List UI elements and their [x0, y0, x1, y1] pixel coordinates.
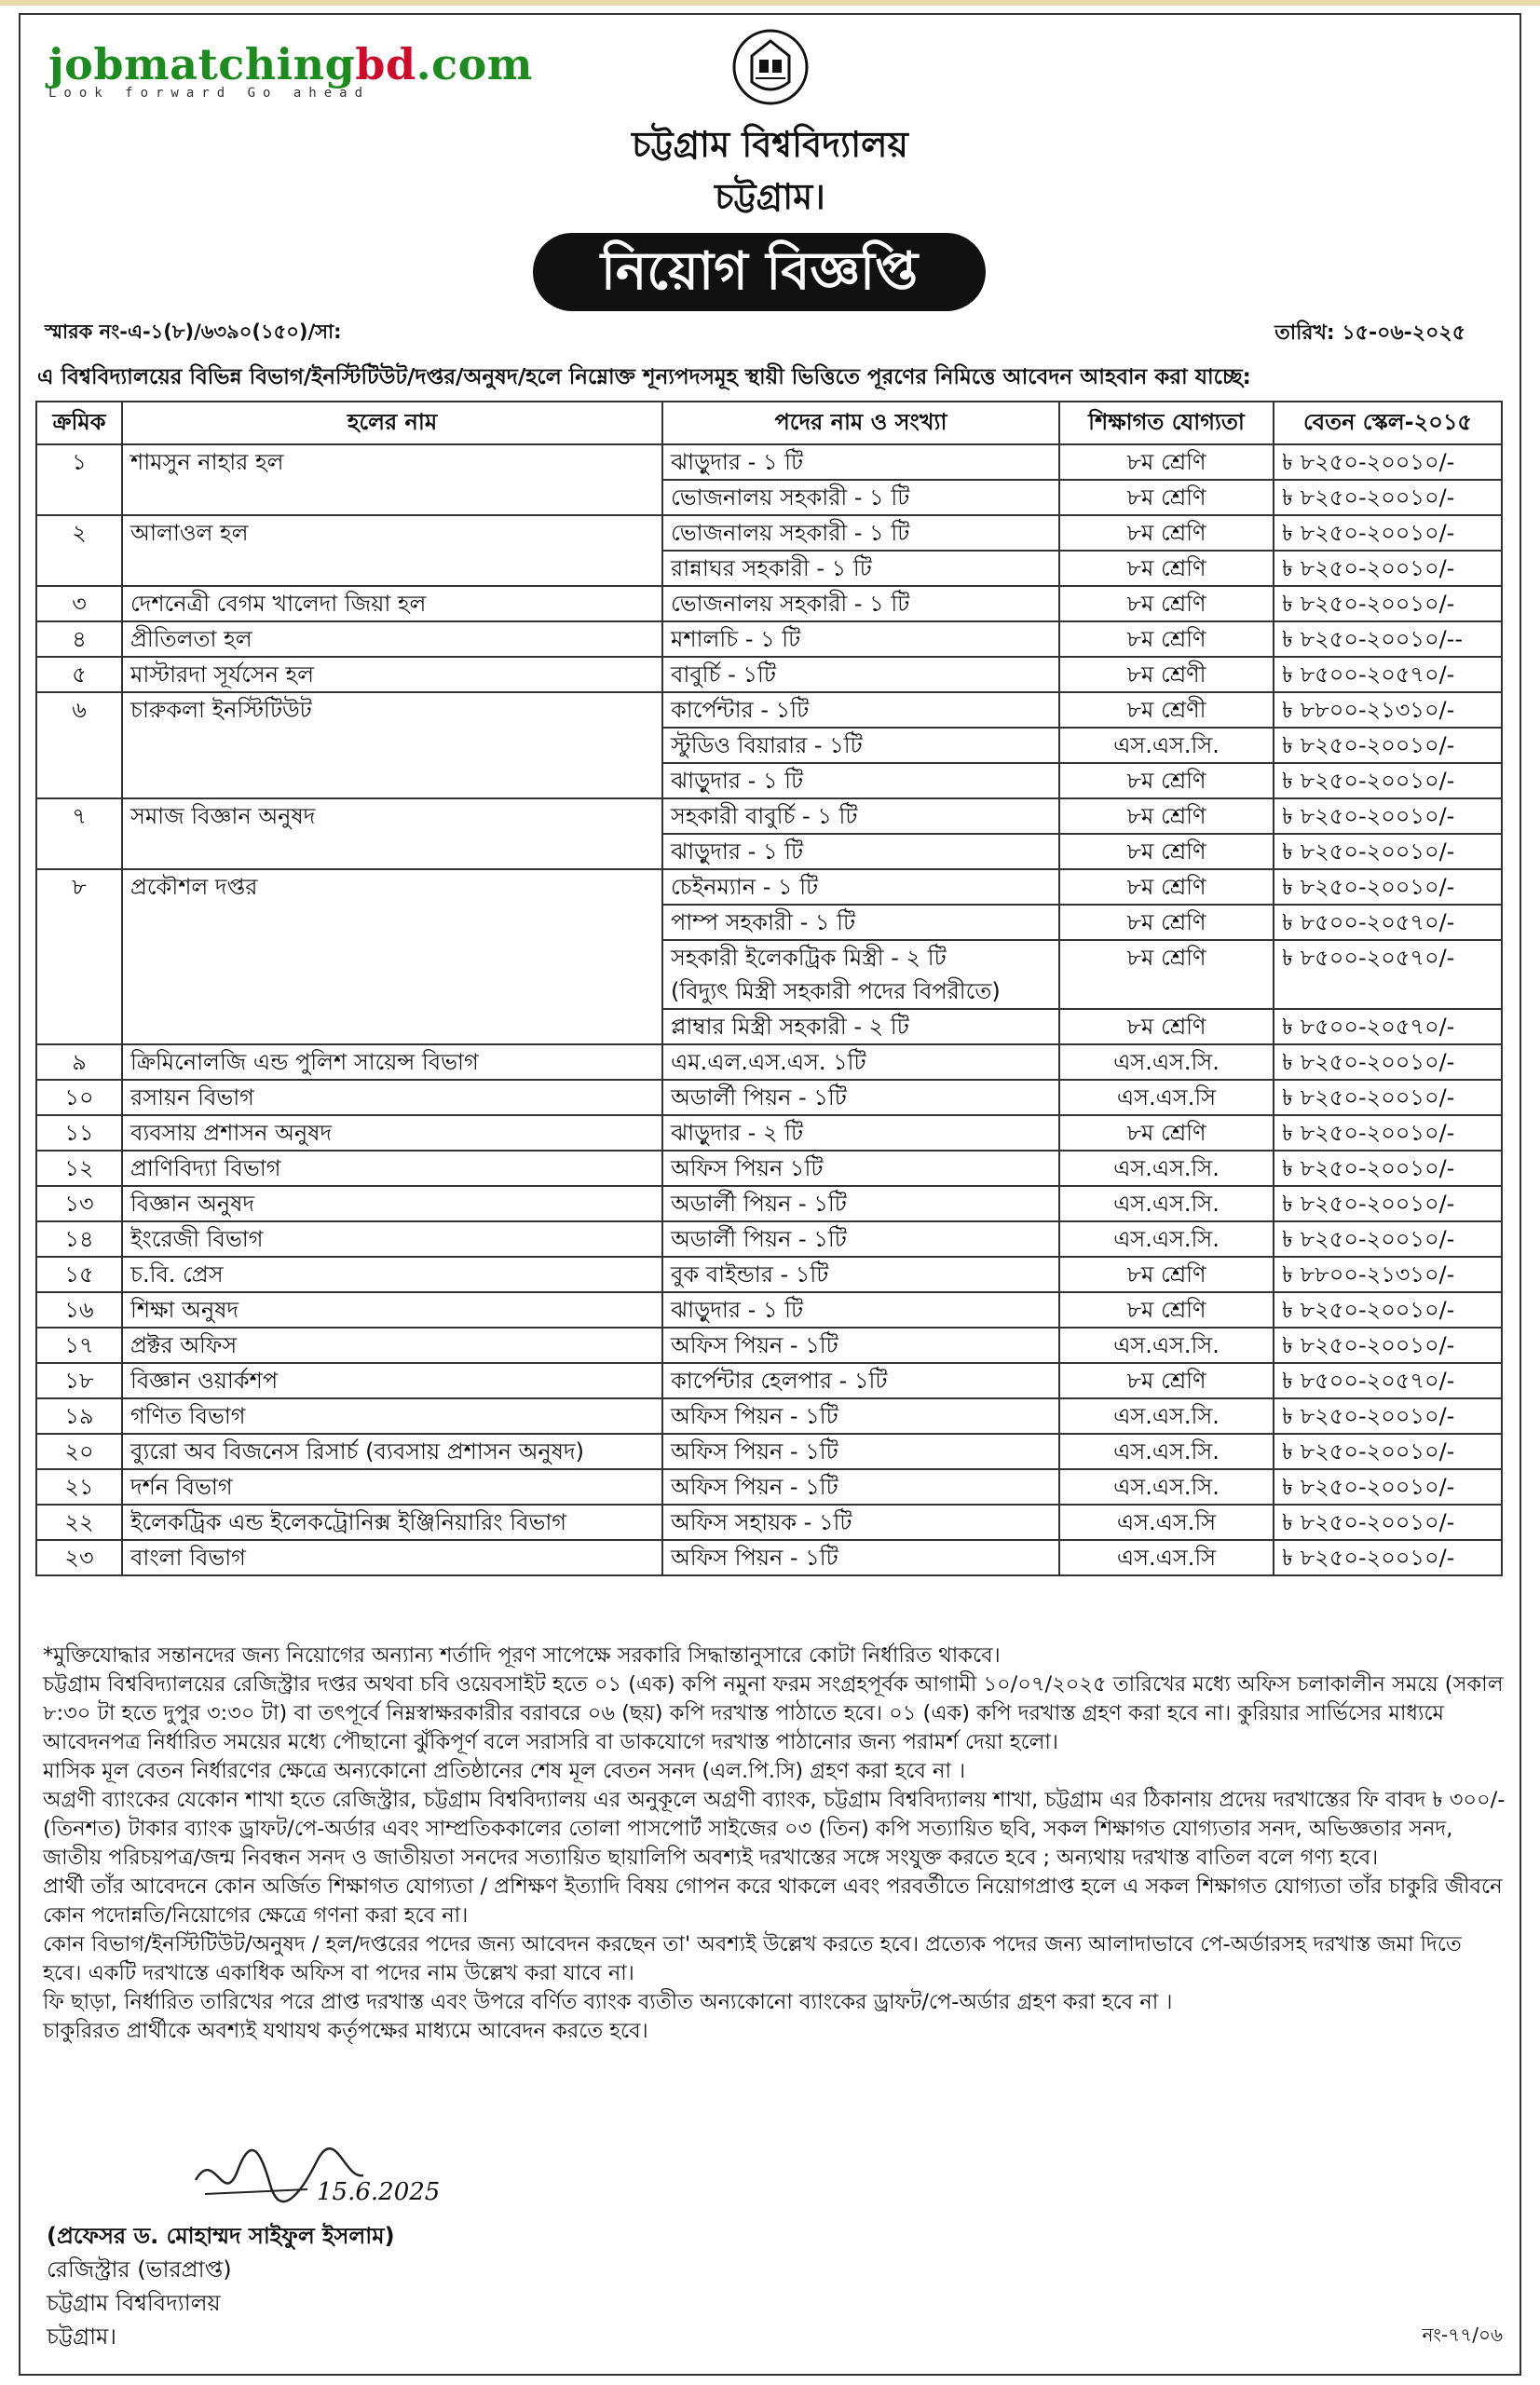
row-post	[662, 1009, 1059, 1044]
row-pay-scale: ৳ ৮২৫০-২০০১০/-	[1274, 1221, 1502, 1257]
row-qualification: ৮ম শ্রেণি	[1059, 1009, 1274, 1044]
terms-section	[43, 1642, 1506, 2046]
row-post	[662, 1505, 1059, 1540]
row-unit-name: ব্যুরো অব বিজনেস রিসার্চ (ব্যবসায় প্রশাসন অনুষদ)	[122, 1434, 662, 1469]
row-post	[662, 1398, 1059, 1434]
row-qualification: ৮ম শ্রেণী	[1059, 692, 1274, 728]
post-note: (বিদ্যুৎ মিস্ত্রী সহকারী পদের বিপরীতে)	[671, 978, 1001, 1004]
post-title: পাম্প সহকারী - ১ টি	[671, 909, 856, 935]
row-serial: ২	[36, 515, 122, 586]
row-post	[662, 621, 1059, 657]
row-unit-name: রসায়ন বিভাগ	[122, 1080, 662, 1115]
row-unit-name: ইংরেজী বিভাগ	[122, 1221, 662, 1257]
row-serial: ১৩	[36, 1186, 122, 1221]
post-title: অডার্লী পিয়ন - ১টি	[671, 1084, 847, 1111]
row-qualification: এস.এস.সি.	[1059, 1328, 1274, 1363]
row-qualification: ৮ম শ্রেণি	[1059, 763, 1274, 798]
row-post	[662, 1540, 1059, 1575]
row-serial: ১১	[36, 1115, 122, 1151]
table-row	[36, 586, 1502, 621]
university-seal-icon	[731, 28, 810, 106]
row-post	[662, 1186, 1059, 1221]
table-row	[36, 1469, 1502, 1505]
row-post	[662, 444, 1059, 480]
vacancy-table-body	[36, 444, 1502, 1575]
row-post	[662, 940, 1059, 1009]
term-paragraph: ফি ছাড়া, নির্ধারিত তারিখের পরে প্রাপ্ত দরখাস্ত এবং উপরে বর্ণিত ব্যাংক ব্যতীত অন্যকোনো ব্যাংকের ড্রাফট/পে-অর্ডার গ্রহণ করা হবে না ।	[43, 1990, 1173, 2014]
term-paragraph: কোন বিভাগ/ইনস্টিটিউট/অনুষদ / হল/দপ্তরের পদের জন্য আবেদন করছেন তা' অবশ্যই উল্লেখ করতে হবে। প্রত্যেক পদের জন্য আলাদাভাবে পে-অর্ডারসহ দরখাস্ত জমা দিতে হবে। একটি দরখাস্তে একাধিক অফিস বা পদের নাম উল্লেখ করা যাবে না।	[43, 1932, 1462, 1985]
signature-date: 15.6.2025	[317, 2178, 441, 2206]
term-paragraph: চাকুরিরত প্রার্থীকে অবশ্যই যথাযথ কর্তৃপক্ষের মাধ্যমে আবেদন করতে হবে।	[43, 2019, 648, 2043]
signatory-org: চট্টগ্রাম বিশ্ববিদ্যালয়	[47, 2290, 221, 2316]
signatory-city: চট্টগ্রাম।	[47, 2324, 116, 2350]
table-row	[36, 1540, 1502, 1575]
table-row	[36, 1363, 1502, 1398]
row-qualification: ৮ম শ্রেণি	[1059, 480, 1274, 515]
col-name: হলের নাম	[122, 402, 662, 444]
row-post	[662, 1044, 1059, 1080]
row-unit-name: দেশনেত্রী বেগম খালেদা জিয়া হল	[122, 586, 662, 621]
notice-title-banner: নিয়োগ বিজ্ঞপ্তি	[533, 233, 986, 311]
table-row	[36, 1080, 1502, 1115]
table-row	[36, 1328, 1502, 1363]
row-pay-scale: ৳ ৮২৫০-২০০১০/-	[1274, 798, 1502, 834]
row-qualification: এস.এস.সি	[1059, 1080, 1274, 1115]
term-paragraph: অগ্রণী ব্যাংকের যেকোন শাখা হতে রেজিস্ট্রার, চট্টগ্রাম বিশ্ববিদ্যালয় এর অনুকূলে অগ্রণী ব্যাংক, চট্টগ্রাম বিশ্ববিদ্যালয় শাখা, চট্টগ্রাম এর ঠিকানায় প্রদেয় দরখাস্তের ফি বাবদ ৳ ৩০০/- (তিনশত) টাকার ব্যাংক ড্রাফট/পে-অর্ডার এবং সাম্প্রতিককালের তোলা পাসপোর্ট সাইজের ০৩ (তিন) কপি সত্যায়িত ছবি, সকল শিক্ষাগত যোগ্যতার সনদ, অভিজ্ঞতার সনদ, জাতীয় পরিচয়পত্র/জন্ম নিবন্ধন সনদ ও জাতীয়তা সনদের সত্যায়িত ছায়ালিপি অবশ্যই দরখাস্তের সঙ্গে সংযুক্ত করতে হবে ; অন্যথায় দরখাস্ত বাতিল বলে গণ্য হবে।	[43, 1788, 1506, 1870]
university-name: চট্টগ্রাম বিশ্ববিদ্যালয়	[632, 124, 908, 165]
row-unit-name: বিজ্ঞান অনুষদ	[122, 1186, 662, 1221]
row-qualification: ৮ম শ্রেণি	[1059, 869, 1274, 905]
table-row	[36, 1257, 1502, 1292]
term-paragraph: মাসিক মূল বেতন নির্ধারণের ক্ষেত্রে অন্যকোনো প্রতিষ্ঠানের শেষ মূল বেতন সনদ (এল.পি.সি) গ্রহণ করা হবে না ।	[43, 1759, 966, 1783]
post-title: অফিস পিয়ন - ১টি	[671, 1474, 838, 1500]
top-strip	[0, 0, 1540, 6]
row-serial: ১৮	[36, 1363, 122, 1398]
row-pay-scale: ৳ ৮২৫০-২০০১০/-	[1274, 1469, 1502, 1505]
row-unit-name: আলাওল হল	[122, 515, 662, 586]
post-title: প্লাম্বার মিস্ত্রী সহকারী - ২ টি	[671, 1014, 909, 1040]
row-pay-scale: ৳ ৮২৫০-২০০১০/-	[1274, 1505, 1502, 1540]
row-unit-name: প্রীতিলতা হল	[122, 621, 662, 657]
notice-date: তারিখ: ১৫-০৬-২০২৫	[1274, 321, 1465, 345]
row-pay-scale: ৳ ৮২৫০-২০০১০/-	[1274, 1186, 1502, 1221]
row-qualification: এস.এস.সি.	[1059, 1221, 1274, 1257]
row-pay-scale: ৳ ৮২৫০-২০০১০/-	[1274, 834, 1502, 869]
table-row	[36, 1115, 1502, 1151]
row-post	[662, 1328, 1059, 1363]
table-row	[36, 657, 1502, 692]
row-unit-name: শামসুন নাহার হল	[122, 444, 662, 515]
post-title: ঝাড়ুদার - ১ টি	[671, 449, 804, 475]
row-pay-scale: ৳ ৮২৫০-২০০১০/-	[1274, 1398, 1502, 1434]
table-row	[36, 1186, 1502, 1221]
table-row	[36, 621, 1502, 657]
row-pay-scale: ৳ ৮৫০০-২০৫৭০/-	[1274, 657, 1502, 692]
post-title: বুক বাইন্ডার - ১টি	[671, 1261, 829, 1288]
row-qualification: ৮ম শ্রেণি	[1059, 1115, 1274, 1151]
row-qualification: এস.এস.সি	[1059, 1505, 1274, 1540]
memo-number: স্মারক নং-এ-১(৮)/৬৩৯০(১৫০)/সা:	[45, 320, 342, 343]
row-serial: ১৬	[36, 1292, 122, 1328]
row-qualification: ৮ম শ্রেণি	[1059, 1292, 1274, 1328]
row-pay-scale: ৳ ৮২৫০-২০০১০/-	[1274, 728, 1502, 763]
col-post: পদের নাম ও সংখ্যা	[662, 402, 1059, 444]
post-title: ঝাড়ুদার - ১ টি	[671, 838, 804, 865]
row-serial: ১৯	[36, 1398, 122, 1434]
row-pay-scale: ৳ ৮২৫০-২০০১০/-	[1274, 586, 1502, 621]
table-row	[36, 798, 1502, 834]
row-unit-name: দর্শন বিভাগ	[122, 1469, 662, 1505]
row-pay-scale: ৳ ৮৫০০-২০৫৭০/-	[1274, 940, 1502, 1009]
row-pay-scale: ৳ ৮২৫০-২০০১০/-	[1274, 869, 1502, 905]
row-unit-name: প্রাণিবিদ্যা বিভাগ	[122, 1151, 662, 1186]
row-post	[662, 586, 1059, 621]
post-title: ঝাড়ুদার - ১ টি	[671, 768, 804, 794]
table-row	[36, 1505, 1502, 1540]
row-post	[662, 1292, 1059, 1328]
row-post	[662, 1257, 1059, 1292]
row-post	[662, 798, 1059, 834]
table-row	[36, 1151, 1502, 1186]
post-title: ভোজনালয় সহকারী - ১ টি	[671, 484, 910, 511]
row-pay-scale: ৳ ৮২৫০-২০০১০/-	[1274, 551, 1502, 586]
row-qualification: এস.এস.সি.	[1059, 1186, 1274, 1221]
post-title: অডার্লী পিয়ন - ১টি	[671, 1191, 847, 1217]
row-serial: ৪	[36, 621, 122, 657]
row-pay-scale: ৳ ৮২৫০-২০০১০/-	[1274, 1434, 1502, 1469]
post-title: স্টুডিও বিয়ারার - ১টি	[671, 732, 863, 758]
row-serial: ৩	[36, 586, 122, 621]
row-unit-name: ব্যবসায় প্রশাসন অনুষদ	[122, 1115, 662, 1151]
row-post	[662, 1469, 1059, 1505]
row-post	[662, 515, 1059, 551]
row-unit-name: বিজ্ঞান ওয়ার্কশপ	[122, 1363, 662, 1398]
row-serial: ১৫	[36, 1257, 122, 1292]
term-paragraph: চট্টগ্রাম বিশ্ববিদ্যালয়ের রেজিস্ট্রার দপ্তর অথবা চবি ওয়েবসাইট হতে ০১ (এক) কপি নমুনা ফরম সংগ্রহপূর্বক আগামী ১০/০৭/২০২৫ তারিখের মধ্যে অফিস চলাকালীন সময়ে (সকাল ৮:৩০ টা হতে দুপুর ৩:৩০ টা) বা তৎপূর্বে নিম্নস্বাক্ষরকারীর বরাবরে ০৬ (ছয়) কপি দরখাস্ত পাঠাতে হবে। ০১ (এক) কপি দরখাস্ত গ্রহণ করা হবে না। কুরিয়ার সার্ভিসের মাধ্যমে আবেদনপত্র নির্ধারিত সময়ের মধ্যে পৌছানো ঝুঁকিপূর্ণ বলে সরাসরি বা ডাকযোগে দরখাস্ত পাঠানোর জন্য পরামর্শ দেয়া হলো।	[43, 1672, 1504, 1754]
row-pay-scale: ৳ ৮৫০০-২০৫৭০/-	[1274, 905, 1502, 940]
row-post	[662, 692, 1059, 728]
reference-number: নং-৭৭/০৬	[1422, 2324, 1503, 2346]
row-pay-scale: ৳ ৮২৫০-২০০১০/-	[1274, 444, 1502, 480]
signatory-title: রেজিস্ট্রার (ভারপ্রাপ্ত)	[47, 2256, 232, 2283]
row-serial: ১৪	[36, 1221, 122, 1257]
post-title: অফিস পিয়ন ১টি	[671, 1155, 824, 1181]
post-title: কার্পেন্টার - ১টি	[671, 697, 810, 723]
row-pay-scale: ৳ ৮২৫০-২০০১০/-	[1274, 1540, 1502, 1575]
row-post	[662, 1434, 1059, 1469]
row-qualification: ৮ম শ্রেণি	[1059, 621, 1274, 657]
table-row	[36, 1221, 1502, 1257]
row-qualification: এস.এস.সি.	[1059, 1398, 1274, 1434]
row-serial: ৮	[36, 869, 122, 1044]
signatory-name: (প্রফেসর ড. মোহাম্মদ সাইফুল ইসলাম)	[47, 2223, 395, 2249]
intro-text: এ বিশ্ববিদ্যালয়ের বিভিন্ন বিভাগ/ইনস্টিটিউট/দপ্তর/অনুষদ/হলে নিম্নোক্ত শূন্যপদসমূহ স্থায়ী ভিত্তিতে পূরণের নিমিত্তে আবেদন আহবান করা যাচ্ছে:	[37, 365, 1251, 389]
post-title: সহকারী বাবুর্চি - ১ টি	[671, 803, 858, 829]
row-unit-name: চারুকলা ইনস্টিটিউট	[122, 692, 662, 798]
row-serial: ২৩	[36, 1540, 122, 1575]
row-serial: ১৭	[36, 1328, 122, 1363]
vacancy-table	[35, 401, 1503, 1576]
row-post	[662, 1151, 1059, 1186]
term-paragraph: *মুক্তিযোদ্ধার সন্তানদের জন্য নিয়োগের অন্যান্য শর্তাদি পূরণ সাপেক্ষে সরকারি সিদ্ধান্তানুসারে কোটা নির্ধারিত থাকবে।	[43, 1643, 1001, 1668]
row-serial: ৭	[36, 798, 122, 869]
table-row	[36, 1398, 1502, 1434]
row-serial: ১২	[36, 1151, 122, 1186]
row-qualification: এস.এস.সি.	[1059, 1469, 1274, 1505]
row-pay-scale: ৳ ৮২৫০-২০০১০/-	[1274, 480, 1502, 515]
row-unit-name: প্রক্টর অফিস	[122, 1328, 662, 1363]
post-title: রান্নাঘর সহকারী - ১ টি	[671, 555, 872, 581]
row-qualification: ৮ম শ্রেণি	[1059, 586, 1274, 621]
row-pay-scale: ৳ ৮২৫০-২০০১০/-	[1274, 1328, 1502, 1363]
row-unit-name: প্রকৌশল দপ্তর	[122, 869, 662, 1044]
post-title: ঝাড়ুদার - ২ টি	[671, 1120, 804, 1146]
row-post	[662, 1221, 1059, 1257]
post-title: এম.এল.এস.এস. ১টি	[671, 1049, 866, 1075]
row-unit-name: মাস্টারদা সূর্যসেন হল	[122, 657, 662, 692]
row-serial: ৯	[36, 1044, 122, 1080]
row-qualification: ৮ম শ্রেণি	[1059, 940, 1274, 1009]
row-post	[662, 480, 1059, 515]
row-qualification: এস.এস.সি	[1059, 1540, 1274, 1575]
post-title: অফিস সহায়ক - ১টি	[671, 1509, 852, 1535]
post-title: অডার্লী পিয়ন - ১টি	[671, 1226, 847, 1252]
table-row	[36, 692, 1502, 728]
row-post	[662, 869, 1059, 905]
row-qualification: ৮ম শ্রেণী	[1059, 657, 1274, 692]
post-title: বাবুর্চি - ১টি	[671, 661, 776, 688]
row-post	[662, 551, 1059, 586]
row-serial: ১০	[36, 1080, 122, 1115]
row-qualification: ৮ম শ্রেণি	[1059, 834, 1274, 869]
table-row	[36, 1044, 1502, 1080]
signatory-block	[47, 2219, 395, 2353]
row-pay-scale: ৳ ৮২৫০-২০০১০/-	[1274, 1292, 1502, 1328]
post-title: অফিস পিয়ন - ১টি	[671, 1545, 838, 1571]
post-title: অফিস পিয়ন - ১টি	[671, 1332, 838, 1358]
row-unit-name: সমাজ বিজ্ঞান অনুষদ	[122, 798, 662, 869]
row-post	[662, 1080, 1059, 1115]
row-serial: ২১	[36, 1469, 122, 1505]
row-qualification: এস.এস.সি.	[1059, 1151, 1274, 1186]
row-post	[662, 763, 1059, 798]
post-title: মশালচি - ১ টি	[671, 626, 801, 652]
row-serial: ১	[36, 444, 122, 515]
post-title: সহকারী ইলেকট্রিক মিস্ত্রী - ২ টি	[671, 945, 947, 971]
col-serial: ক্রমিক	[36, 402, 122, 444]
col-pay-scale: বেতন স্কেল-২০১৫	[1274, 402, 1502, 444]
row-unit-name: বাংলা বিভাগ	[122, 1540, 662, 1575]
vacancy-table-header	[36, 402, 1502, 444]
row-qualification: ৮ম শ্রেণি	[1059, 551, 1274, 586]
row-pay-scale: ৳ ৮২৫০-২০০১০/-	[1274, 1080, 1502, 1115]
table-row	[36, 444, 1502, 480]
term-paragraph: প্রার্থী তাঁর আবেদনে কোন অর্জিত শিক্ষাগত যোগ্যতা / প্রশিক্ষণ ইত্যাদি বিষয় গোপন করে থাকলে এবং পরবর্তীতে নিয়োগপ্রাপ্ত হলে এ সকল শিক্ষাগত যোগ্যতা তাঁর চাকুরি জীবনে কোন পদোন্নতি/নিয়োগের ক্ষেত্রে গণনা করা হবে না।	[43, 1874, 1503, 1928]
post-title: কার্পেন্টার হেলপার - ১টি	[671, 1368, 888, 1394]
row-qualification: ৮ম শ্রেণি	[1059, 798, 1274, 834]
table-row	[36, 515, 1502, 551]
row-pay-scale: ৳ ৮২৫০-২০০১০/-	[1274, 1151, 1502, 1186]
row-post	[662, 1363, 1059, 1398]
post-title: ঝাড়ুদার - ১ টি	[671, 1297, 804, 1323]
row-post	[662, 728, 1059, 763]
table-row	[36, 869, 1502, 905]
row-serial: ৫	[36, 657, 122, 692]
site-watermark-logo: jobmatchingbd.com Look forward Go ahead	[48, 39, 533, 101]
row-post	[662, 1115, 1059, 1151]
row-pay-scale: ৳ ৮২৫০-২০০১০/-	[1274, 515, 1502, 551]
table-row	[36, 1434, 1502, 1469]
row-pay-scale: ৳ ৮৫০০-২০৫৭০/-	[1274, 1363, 1502, 1398]
row-pay-scale: ৳ ৮২৫০-২০০১০/-	[1274, 1044, 1502, 1080]
row-unit-name: ক্রিমিনোলজি এন্ড পুলিশ সায়েন্স বিভাগ	[122, 1044, 662, 1080]
watermark-tagline: Look forward Go ahead	[48, 86, 371, 101]
row-qualification: এস.এস.সি.	[1059, 1434, 1274, 1469]
col-qualification: শিক্ষাগত যোগ্যতা	[1059, 402, 1274, 444]
row-post	[662, 834, 1059, 869]
row-post	[662, 657, 1059, 692]
post-title: চেইনম্যান - ১ টি	[671, 874, 819, 900]
row-unit-name: শিক্ষা অনুষদ	[122, 1292, 662, 1328]
post-title: ভোজনালয় সহকারী - ১ টি	[671, 591, 910, 617]
row-qualification: এস.এস.সি.	[1059, 728, 1274, 763]
post-title: অফিস পিয়ন - ১টি	[671, 1403, 838, 1429]
row-pay-scale: ৳ ৮৫০০-২০৫৭০/-	[1274, 1009, 1502, 1044]
row-pay-scale: ৳ ৮৮০০-২১৩১০/-	[1274, 692, 1502, 728]
row-qualification: ৮ম শ্রেণি	[1059, 515, 1274, 551]
row-qualification: ৮ম শ্রেণি	[1059, 905, 1274, 940]
university-city: চট্টগ্রাম।	[715, 176, 825, 217]
post-title: ভোজনালয় সহকারী - ১ টি	[671, 520, 910, 546]
row-serial: ২০	[36, 1434, 122, 1469]
row-pay-scale: ৳ ৮২৫০-২০০১০/--	[1274, 621, 1502, 657]
row-pay-scale: ৳ ৮৮০০-২১৩১০/-	[1274, 1257, 1502, 1292]
table-row	[36, 1292, 1502, 1328]
row-serial: ৬	[36, 692, 122, 798]
row-serial: ২২	[36, 1505, 122, 1540]
row-unit-name: ইলেকট্রিক এন্ড ইলেকট্রোনিক্স ইঞ্জিনিয়ারিং বিভাগ	[122, 1505, 662, 1540]
row-unit-name: গণিত বিভাগ	[122, 1398, 662, 1434]
row-pay-scale: ৳ ৮২৫০-২০০১০/-	[1274, 1115, 1502, 1151]
row-qualification: ৮ম শ্রেণি	[1059, 1363, 1274, 1398]
row-qualification: ৮ম শ্রেণি	[1059, 1257, 1274, 1292]
row-unit-name: চ.বি. প্রেস	[122, 1257, 662, 1292]
row-pay-scale: ৳ ৮২৫০-২০০১০/-	[1274, 763, 1502, 798]
row-qualification: এস.এস.সি.	[1059, 1044, 1274, 1080]
row-post	[662, 905, 1059, 940]
post-title: অফিস পিয়ন - ১টি	[671, 1438, 838, 1465]
row-qualification: ৮ম শ্রেণি	[1059, 444, 1274, 480]
